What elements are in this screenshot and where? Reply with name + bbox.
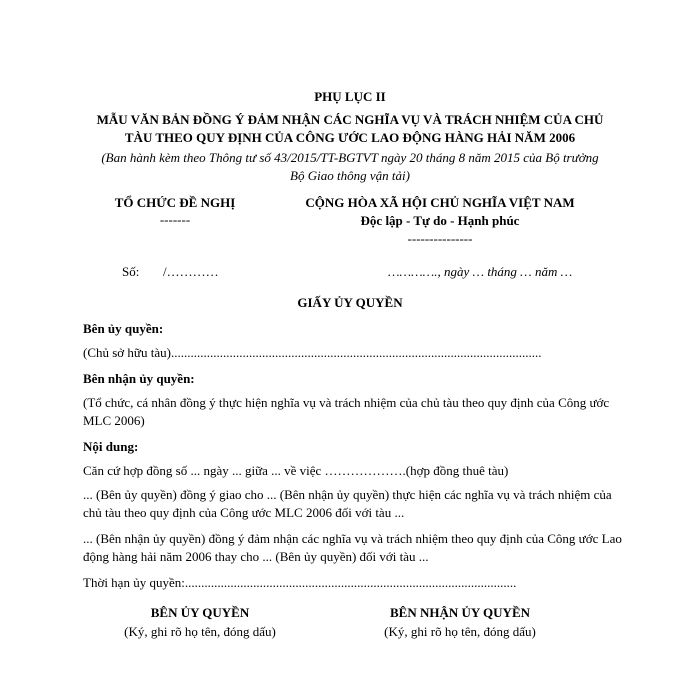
document-number-label: Số: xyxy=(122,264,140,279)
motto-divider: --------------- xyxy=(407,231,473,246)
grantor-signature-title: BÊN ỦY QUYỀN xyxy=(150,605,250,620)
authorization-term: Thời hạn ủy quyền:...................................................................................................... xyxy=(83,575,517,590)
proposing-organization: TỔ CHỨC ĐỀ NGHỊ xyxy=(114,195,236,210)
content-paragraph-3: ... (Bên nhận ủy quyền) đồng ý đảm nhận các nghĩa vụ và trách nhiệm theo quy định của Công ước Lao động hàng hải năm 2006 thay cho ... (Bên ủy quyền) đối với tàu ... xyxy=(83,531,622,564)
form-title-line-1: MẪU VĂN BẢN ĐỒNG Ý ĐẢM NHẬN CÁC NGHĨA VỤ VÀ TRÁCH NHIỆM CỦA CHỦ xyxy=(96,112,604,127)
grantee-value: (Tổ chức, cá nhân đồng ý thực hiện nghĩa vụ và trách nhiệm của chủ tàu theo quy định của Công ước MLC 2006) xyxy=(83,395,610,428)
document-date: …………., ngày … tháng … năm … xyxy=(388,264,573,279)
grantor-label: Bên ủy quyền: xyxy=(83,321,164,336)
content-paragraph-2: ... (Bên ủy quyền) đồng ý giao cho ... (Bên nhận ủy quyền) thực hiện các nghĩa vụ và trách nhiệm của chủ tàu theo quy định của Công ước MLC 2006 đối với tàu ... xyxy=(83,487,612,520)
national-title: CỘNG HÒA XÃ HỘI CHỦ NGHĨA VIỆT NAM xyxy=(305,195,575,210)
organization-divider: ------- xyxy=(159,212,191,227)
grantee-label: Bên nhận ủy quyền: xyxy=(83,371,195,386)
document-number-value: /………… xyxy=(163,264,219,279)
grantee-signature-note: (Ký, ghi rõ họ tên, đóng dấu) xyxy=(384,624,536,639)
national-motto: Độc lập - Tự do - Hạnh phúc xyxy=(360,213,520,228)
grantor-signature-note: (Ký, ghi rõ họ tên, đóng dấu) xyxy=(124,624,276,639)
grantor-value: (Chủ sở hữu tàu).................................................................................................................. xyxy=(83,345,542,360)
issued-note-line-2: Bộ Giao thông vận tải) xyxy=(290,168,410,183)
form-title-line-2: TÀU THEO QUY ĐỊNH CỦA CÔNG ƯỚC LAO ĐỘNG HÀNG HẢI NĂM 2006 xyxy=(124,130,576,145)
content-paragraph-1: Căn cứ hợp đồng số ... ngày ... giữa ... về việc ……………….(hợp đồng thuê tàu) xyxy=(83,463,509,478)
content-label: Nội dung: xyxy=(83,439,139,454)
appendix-heading: PHỤ LỤC II xyxy=(314,89,386,104)
grantee-signature-title: BÊN NHẬN ỦY QUYỀN xyxy=(390,605,530,620)
document-title: GIẤY ỦY QUYỀN xyxy=(297,295,403,310)
issued-note-line-1: (Ban hành kèm theo Thông tư số 43/2015/TT-BGTVT ngày 20 tháng 8 năm 2015 của Bộ trưởng xyxy=(101,150,599,165)
